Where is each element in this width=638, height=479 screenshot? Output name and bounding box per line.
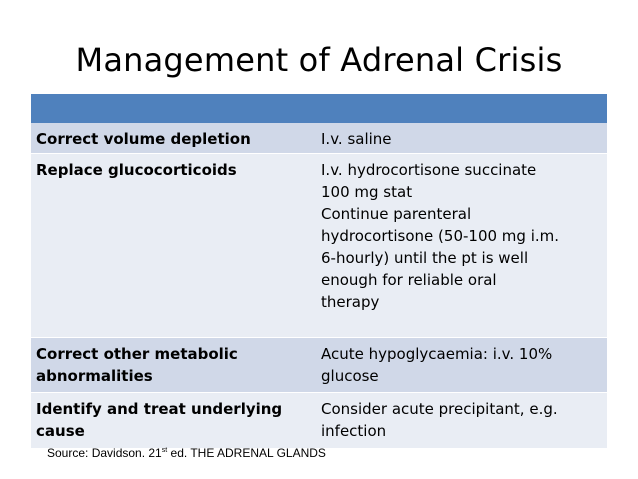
treatment-line: Consider acute precipitant, e.g.	[321, 400, 558, 418]
treatment-cell	[318, 338, 607, 392]
treatment-line: 100 mg stat	[321, 183, 413, 201]
treatment-line: 6-hourly) until the pt is well	[321, 249, 529, 267]
action-line: Correct other metabolic	[36, 345, 238, 363]
treatment-line: therapy	[321, 293, 380, 311]
action-cell: Correct volume depletion	[36, 130, 251, 148]
treatment-line: enough for reliable oral	[321, 271, 497, 289]
table-row	[31, 153, 607, 337]
treatment-line: I.v. saline	[321, 130, 392, 148]
source-suffix: ed. THE ADRENAL GLANDS	[167, 446, 326, 460]
treatment-cell	[318, 393, 607, 448]
treatment-line: glucose	[321, 367, 379, 385]
action-line: Identify and treat underlying	[36, 400, 283, 418]
treatment-line: hydrocortisone (50-100 mg i.m.	[321, 227, 560, 245]
management-table	[31, 94, 607, 448]
source-prefix: Source: Davidson. 21	[47, 446, 162, 460]
action-line: abnormalities	[36, 367, 153, 385]
treatment-cell	[318, 154, 607, 337]
source-citation	[47, 444, 326, 460]
table-row	[31, 392, 607, 448]
treatment-cell	[318, 123, 607, 153]
table-header-band	[31, 94, 607, 123]
treatment-line: I.v. hydrocortisone succinate	[321, 161, 537, 179]
treatment-line: infection	[321, 422, 387, 440]
action-cell	[31, 338, 318, 392]
source-superscript: st	[161, 447, 168, 454]
slide-title: Management of Adrenal Crisis	[75, 41, 563, 79]
action-line: cause	[36, 422, 85, 440]
action-cell: Replace glucocorticoids	[36, 161, 237, 179]
table-row	[31, 337, 607, 392]
treatment-line: Continue parenteral	[321, 205, 472, 223]
action-cell	[31, 393, 318, 448]
treatment-line: Acute hypoglycaemia: i.v. 10%	[321, 345, 553, 363]
table-row	[31, 123, 607, 153]
